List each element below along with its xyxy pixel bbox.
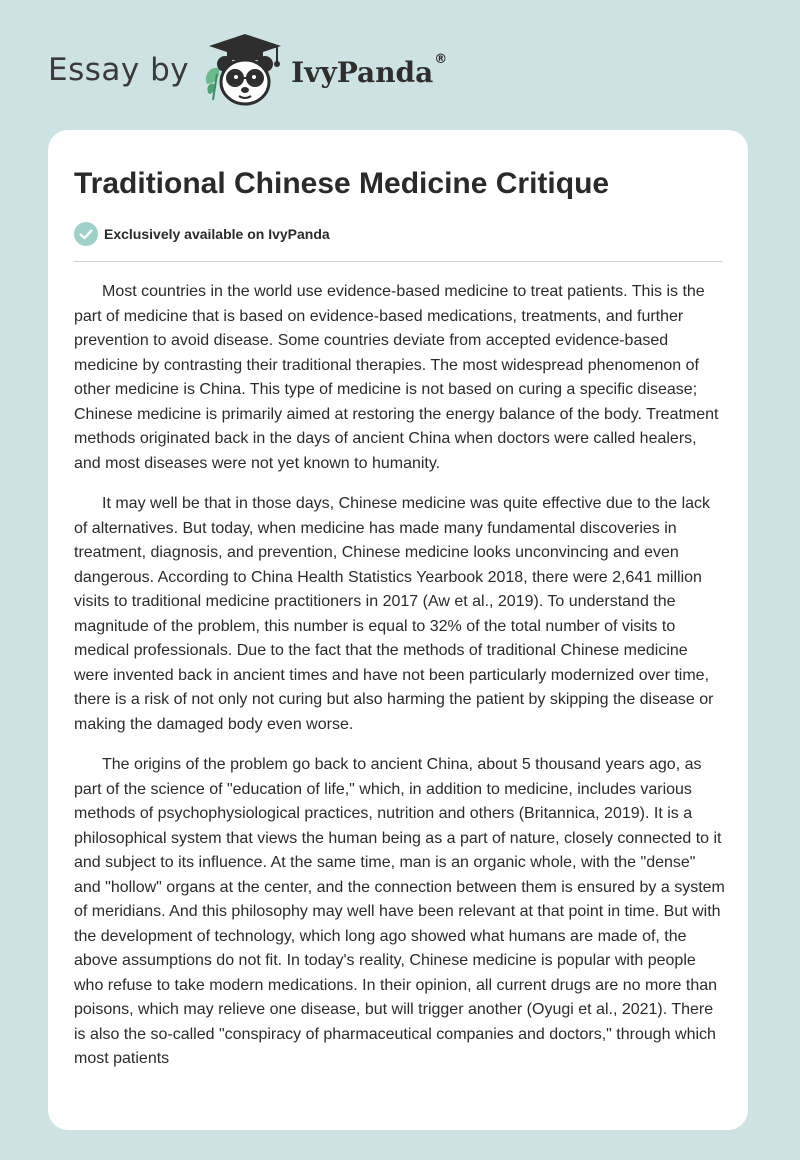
essay-by-label: Essay by (48, 52, 190, 88)
exclusive-label: Exclusively available on IvyPanda (104, 226, 330, 242)
paragraph-1: Most countries in the world use evidence-based medicine to treat patients. This is the part of medicine that is based on evidence-based medications, treatments, and further prevention to avoid disease. Some countries deviate from accepted evidence-based medicine by contrasting their traditional therapies. The most widespread phenomenon of other medicine is China. This type of medicine is not based on curing a specific disease; Chinese medicine is primarily aimed at restoring the energy balance of the body. Treatment methods originated back in the days of ancient China when doctors were called healers, and most diseases were not yet known to humanity. (74, 283, 719, 472)
page-title: Traditional Chinese Medicine Critique (74, 167, 610, 200)
paragraph-2: It may well be that in those days, Chinese medicine was quite effective due to the lack of alternatives. But today, when medicine has made many fundamental discoveries in treatment, diagnosis, and prevention, Chinese medicine looks unconvincing and even dangerous. According to China Health Statistics Yearbook 2018, there were 2,641 million visits to traditional medicine practitioners in 2017 (Aw et al., 2019). To understand the magnitude of the problem, this number is equal to 32% of the total number of visits to medical professionals. Due to the fact that the methods of traditional Chinese medicine were invented back in ancient times and have not been particularly modernized over time, there is a risk of not only not curing but also harming the patient by skipping the disease or making the damaged body even worse. (74, 495, 714, 733)
paragraph-3: The origins of the problem go back to ancient China, about 5 thousand years ago, as part of the science of "education of life," which, in addition to medicine, includes various methods of psychophysiological practices, nutrition and others (Britannica, 2019). It is a philosophical system that views the human being as a part of nature, closely connected to it and subject to its influence. At the same time, man is an organic whole, with the "dense" and "hollow" organs at the center, and the connection between them is ensured by a system of meridians. And this philosophy may well have been relevant at that point in time. But with the development of technology, which long ago showed what humans are made of, the above assumptions do not fit. In today's reality, Chinese medicine is popular with people who refuse to take modern medications. In their opinion, all current drugs are no more than poisons, which may relieve one disease, but will trigger another (Oyugi et al., 2021). There is also the so-called "conspiracy of pharmaceutical companies and doctors," through which most patients (74, 756, 725, 1067)
registered-mark: ® (434, 52, 448, 68)
check-circle-icon (74, 222, 98, 246)
brand-name[interactable] (291, 52, 448, 89)
divider (74, 261, 722, 262)
panda-graduate-logo-icon[interactable] (201, 30, 287, 110)
essay-card (48, 130, 748, 1130)
site-header (48, 30, 447, 110)
essay-body (74, 280, 726, 1088)
exclusive-badge (74, 222, 330, 246)
brand-text: IvyPanda (291, 55, 434, 89)
